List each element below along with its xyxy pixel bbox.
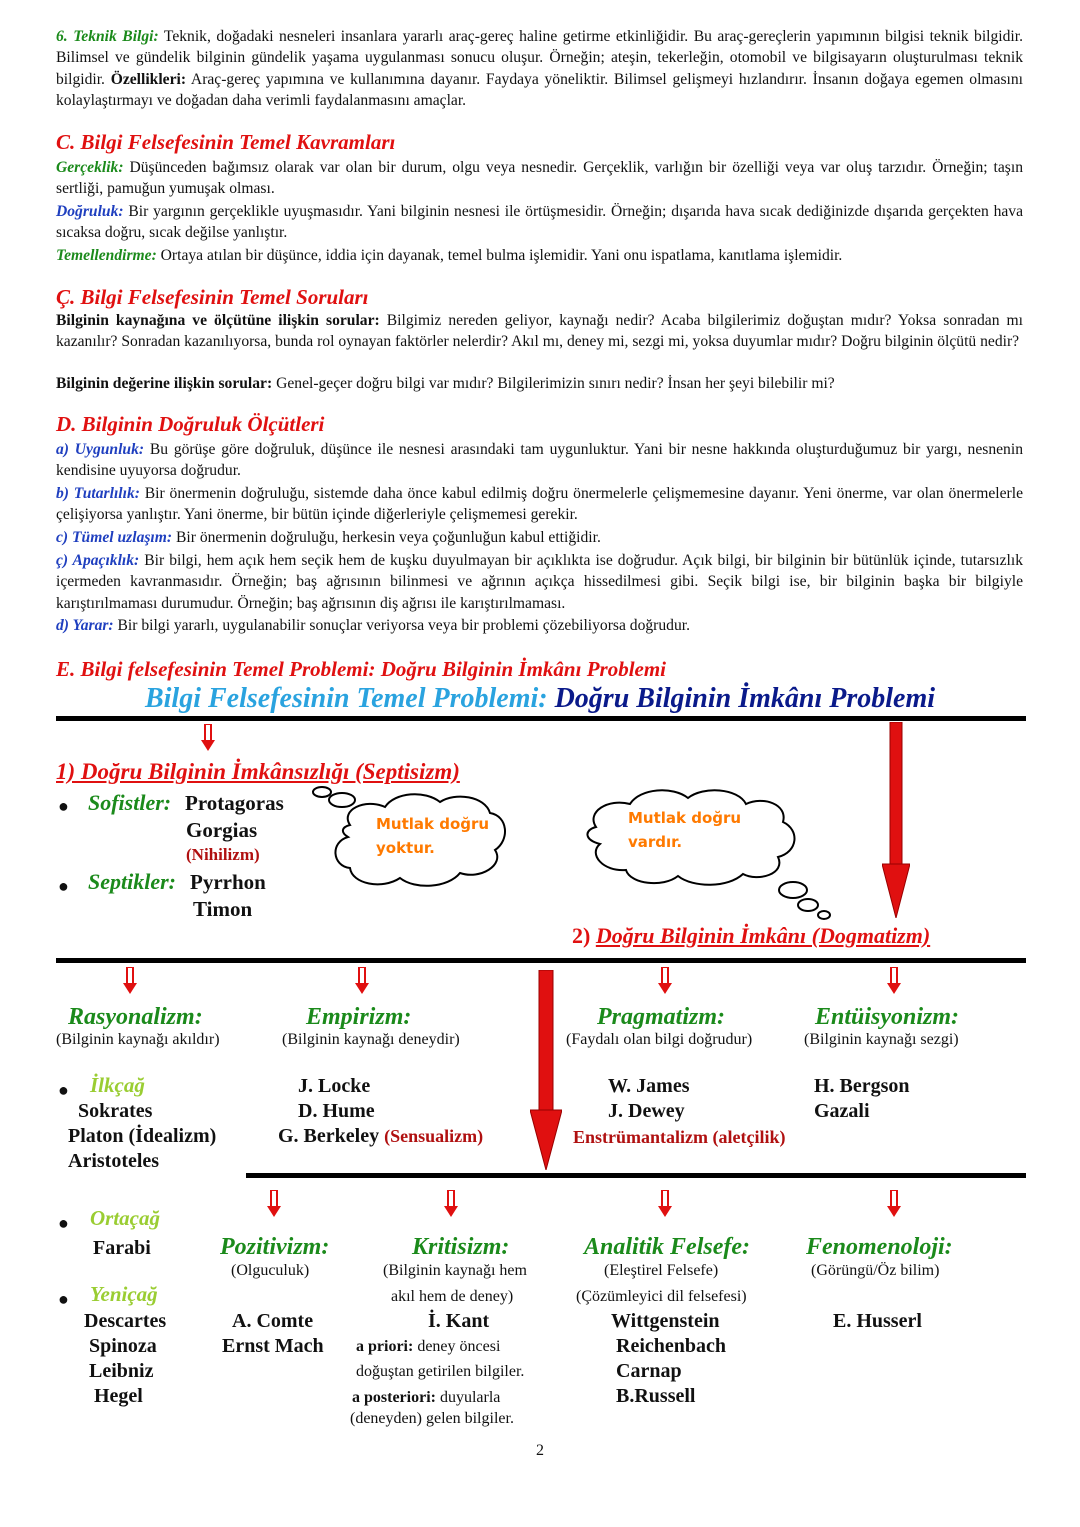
dewey-name: J. Dewey [608,1100,685,1122]
gerceklik-text: Düşünceden bağımsız olarak var olan bir durum, olgu veya nesnedir. Gerçeklik, varlığın bir özelliği veya var oluş tarzıdır. Örneğin; taşın sertliği, pamuğun yumuşak olması. [56,159,1023,198]
diagram-title-imkani: İmkânı [738,683,823,714]
section-d-title: D. Bilginin Doğruluk Ölçütleri [56,412,325,436]
uygunluk-text: Bu görüşe göre doğruluk, düşünce ile nesnesi arasındaki tam uygunluktur. Yani bir nesne hakkında oluşturduğumuz bir yargı, nesnenin kendisine uyuyorsa doğrudur. [56,441,1023,480]
analitik-heading: Analitik Felsefe: [584,1234,750,1260]
farabi-name: Farabi [93,1237,151,1259]
pozitivizm-desc: (Olguculuk) [231,1262,310,1279]
teknik-bilgi-text2: Araç-gereç yapımına ve kullanımına dayanır. Faydaya yöneliktir. Bilimsel gelişmeyi hızlandırır. İnsanın doğaya egemen olmasını kolaylaştırmayı ve doğadan daha verimli faydalanmasını amaçlar. [56,70,1023,109]
diagram-title-part1: Bilgi Felsefesinin Temel Problemi: [144,683,555,714]
rasyonalizm-desc: (Bilginin kaynağı akıldır) [56,1031,220,1048]
diagram-bottom-line [246,1173,1026,1178]
section-cc-title: Ç. Bilgi Felsefesinin Temel Soruları [56,285,369,309]
sensualizm-label: (Sensualizm) [384,1126,484,1146]
rasyonalizm-heading: Rasyonalizm: [68,1004,203,1030]
spinoza-name: Spinoza [89,1335,157,1357]
diagram-title [0,683,1080,715]
james-name: W. James [608,1075,690,1097]
ilkcag-label: İlkçağ [90,1073,145,1097]
deger-sorular-paragraph [56,373,1023,394]
dogmatizm-text: Doğru Bilginin İmkânı (Dogmatizm) [595,923,931,948]
tumel-uzlasim-label: c) Tümel uzlaşım: [56,529,173,546]
empirizm-desc: (Bilginin kaynağı deneydir) [282,1031,460,1048]
cloud-left-line2: yoktur. [376,839,435,857]
tumel-uzlasim-paragraph [56,527,1023,548]
arrow-down-icon [443,1190,459,1218]
aposteriori-label: a posteriori: [352,1389,436,1406]
empirizm-heading: Empirizm: [306,1004,412,1030]
arrow-down-icon [122,967,138,995]
kritisizm-heading: Kritisizm: [412,1234,510,1260]
pragmatizm-desc: (Faydalı olan bilgi doğrudur) [566,1031,753,1048]
aposteriori-text2: (deneyden) gelen bilgiler. [350,1410,514,1427]
diagram-title-problemi: Problemi [822,683,936,714]
arrow-down-icon [354,967,370,995]
diagram-middle-line [56,958,1026,963]
teknik-bilgi-text1: Teknik, doğadaki nesneleri insanlara yararlı araç-gereç haline getirme etkinliğidir. Bu araç-gereçlerin yapımının bilgisi teknik bilgidir. Bilimsel ve gündelik bilginin gündelik yaşama uygulanması sonucu oluşur. Örneğin; ateşin, tekerleğin, otomobil ve bilgisayarın oluşturulması teknik bilgidir. [56,28,1023,88]
dogruluk-label: Doğruluk: [56,203,124,220]
ortacag-label: Ortaçağ [90,1206,160,1230]
cloud-right-line1: Mutlak doğru [628,809,742,827]
arrow-down-icon [266,1190,282,1218]
cloud-right-line2: vardır. [628,833,683,851]
tutarlilik-label: b) Tutarlılık: [56,485,140,502]
hume-name: D. Hume [298,1100,375,1122]
apaciklik-text: Bir bilgi, hem açık hem seçik hem de kuşku duyulmayan bir açıklıkta ise doğrudur. Açık bilgi, bir bilginin bir bütünlük içinde, tutarsızlık içermeden kavranmasıdır. Örneğin; baş ağrısının bilinmesi ve ağrının açıkça hissedilmesi gibi. Seçik bilgi ise, bir bilginin başka bir bilgiyle karıştırılmaması durumudur. Örneğin; baş ağrısının diş ağrısı ile karıştırılmaması. [56,552,1023,612]
yarar-paragraph [56,615,1023,636]
gerceklik-paragraph [56,157,1023,200]
gorgias-name: Gorgias [186,818,258,842]
temellendirme-paragraph [56,245,1023,266]
apaciklik-label: ç) Apaçıklık: [56,552,140,569]
apriori-text2: doğuştan getirilen bilgiler. [356,1363,525,1380]
sofistler-label: Sofistler: [88,790,172,815]
apriori-row [356,1338,500,1356]
fenomenoloji-desc: (Görüngü/Öz bilim) [811,1262,940,1279]
apriori-text1: deney öncesi [413,1338,501,1355]
bullet-icon: ● [58,796,69,816]
gazali-name: Gazali [814,1100,870,1122]
protagoras-name: Protagoras [185,791,284,815]
aristoteles-name: Aristoteles [68,1150,160,1172]
bullet-icon: ● [58,876,69,896]
arrow-down-icon [657,967,673,995]
locke-name: J. Locke [298,1075,371,1097]
kaynak-sorular-text: Bilgimiz nereden geliyor, kaynağı nedir? Acaba bilgilerimiz doğuştan mıdır? Yoksa sonradan mı kazanılır? Sonradan kazanılıyorsa, bunda rol oynayan faktörler nelerdir? Akıl mı, deney mi, sezgi mi, yoksa duyumlar mıdır? Doğru bilginin ölçütü nedir? [56,312,1023,351]
kaynak-sorular-label: Bilginin kaynağına ve ölçütüne ilişkin sorular: [56,312,380,329]
bullet-icon: ● [58,1080,69,1100]
deger-sorular-text: Genel-geçer doğru bilgi var mıdır? Bilgilerimizin sınırı nedir? İnsan her şeyi bilebilir mi? [272,375,835,392]
cloud-right-text [628,806,741,854]
husserl-name: E. Husserl [833,1310,922,1332]
dogruluk-text: Bir yargının gerçeklikle uyuşmasıdır. Yani bilginin nesnesi ile örtüşmesidir. Örneğin; dışarıda hava sıcak dediğinizde dışarıda gerçekten hava sıcaksa doğru, sıcak değilse yanlıştır. [56,203,1023,242]
diagram-top-line [56,716,1026,721]
arrow-down-icon [657,1190,673,1218]
septisizm-heading: 1) Doğru Bilginin İmkânsızlığı (Septisizm) [56,759,460,784]
aposteriori-row [352,1389,500,1407]
yarar-label: d) Yarar: [56,617,114,634]
descartes-name: Descartes [84,1310,167,1332]
dogruluk-paragraph [56,201,1023,244]
pozitivizm-heading: Pozitivizm: [220,1234,330,1260]
teknik-bilgi-label: 6. Teknik Bilgi: [56,28,159,45]
dogmatizm-number: 2) [572,923,591,948]
fenomenoloji-heading: Fenomenoloji: [806,1234,953,1260]
apriori-label: a priori: [356,1338,414,1355]
pragmatizm-heading: Pragmatizm: [597,1004,726,1030]
hegel-name: Hegel [94,1385,143,1407]
nihilizm-label: (Nihilizm) [186,845,260,864]
kritisizm-desc2: akıl hem de deney) [391,1288,514,1305]
ozellikleri-label: Özellikleri: [110,70,187,88]
tumel-uzlasim-text: Bir önermenin doğruluğu, herkesin veya çoğunluğun kabul ettiğidir. [172,529,601,546]
enstrumantalizm-label: Enstrümantalizm (aletçilik) [573,1127,786,1147]
apaciklik-paragraph [56,550,1023,614]
septikler-label: Septikler: [88,869,176,894]
cloud-left-line1: Mutlak doğru [376,815,490,833]
yarar-text: Bir bilgi yararlı, uygulanabilir sonuçlar veriyorsa veya bir problemi çözebiliyorsa doğrudur. [113,617,690,634]
temellendirme-text: Ortaya atılan bir düşünce, iddia için dayanak, temel bulma işlemidir. Yani onu ispatlama, kanıtlama işlemidir. [156,247,843,264]
berkeley-name: G. Berkeley [278,1125,380,1147]
kaynak-sorular-paragraph [56,310,1023,353]
platon-name: Platon (İdealizm) [68,1125,217,1147]
big-arrow-down-icon [530,970,562,1170]
comte-name: A. Comte [232,1310,314,1332]
reichenbach-name: Reichenbach [616,1335,726,1357]
pyrrhon-name: Pyrrhon [190,870,266,894]
deger-sorular-label: Bilginin değerine ilişkin sorular: [56,375,273,392]
bergson-name: H. Bergson [814,1075,910,1097]
teknik-bilgi-paragraph [56,26,1023,111]
tutarlilik-paragraph [56,483,1023,526]
bullet-icon: ● [58,1289,69,1309]
uygunluk-paragraph [56,439,1023,482]
berkeley-row [278,1125,483,1148]
analitik-desc2: (Çözümleyici dil felsefesi) [576,1288,747,1305]
kant-name: İ. Kant [428,1310,490,1332]
entuisyonizm-desc: (Bilginin kaynağı sezgi) [804,1031,959,1048]
diagram-title-bilginin: Bilginin [629,683,739,714]
diagram-title-dogru: Doğru [554,683,630,714]
page-number: 2 [536,1442,544,1459]
kritisizm-desc1: (Bilginin kaynağı hem [383,1262,527,1279]
bullet-icon: ● [58,1213,69,1233]
section-e-title: E. Bilgi felsefesinin Temel Problemi: Doğru Bilginin İmkânı Problemi [56,657,667,681]
leibniz-name: Leibniz [89,1360,154,1382]
aposteriori-text1: duyularla [435,1389,501,1406]
yenicag-label: Yeniçağ [90,1282,158,1306]
arrow-down-icon [886,1190,902,1218]
mach-name: Ernst Mach [222,1335,324,1357]
big-arrow-down-icon [882,722,910,918]
entuisyonizm-heading: Entüisyonizm: [815,1004,960,1030]
analitik-desc1: (Eleştirel Felsefe) [604,1262,719,1279]
cloud-left-text [376,812,489,860]
section-c-title: C. Bilgi Felsefesinin Temel Kavramları [56,130,396,154]
temellendirme-label: Temellendirme: [56,247,157,264]
gerceklik-label: Gerçeklik: [56,159,124,176]
arrow-down-icon [886,967,902,995]
timon-name: Timon [193,897,253,921]
tutarlilik-text: Bir önermenin doğruluğu, sistemde daha önce kabul edilmiş doğru önermelerle çelişmemesine dayanır. Yeni önerme, var olan önermelerle çelişiyorsa yanlıştır. Yani önerme, bir bütün içinde diğerleriyle çelişmemesi gerekir. [56,485,1023,524]
dogmatizm-heading [572,923,930,949]
russell-name: B.Russell [616,1385,696,1407]
sokrates-name: Sokrates [78,1100,153,1122]
carnap-name: Carnap [616,1360,682,1382]
wittgenstein-name: Wittgenstein [611,1310,720,1332]
uygunluk-label: a) Uygunluk: [56,441,145,458]
arrow-down-icon [200,724,216,752]
